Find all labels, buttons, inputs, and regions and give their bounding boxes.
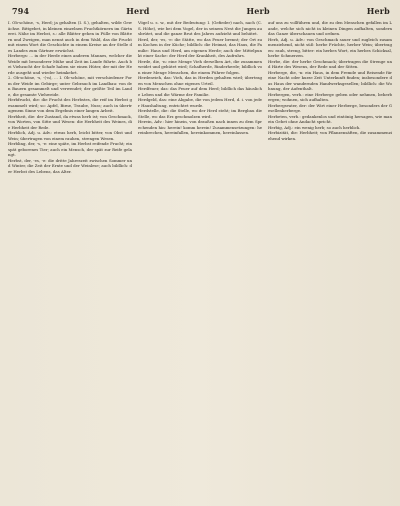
dictionary-entry: Herbheit, die: der Zustand, da etwas herb ist; von Geschmack, von Worten, von Sitte und Wesen: die Herbheit des Weines, die Herbheit der Rede. xyxy=(8,113,132,130)
column-left xyxy=(8,20,132,500)
dictionary-entry: Herdfeuer, das: das Feuer auf dem Herd; bildlich das häusliche Leben und die Wärme der Familie. xyxy=(138,86,262,97)
dictionary-entry: 2. Ob-schöne, -s, -(-n), ... I. Ob-schöne, mit verschiedener Form der Weide im Gebirge; unter Gebrauch im Landbau: von den Bauern gesammelt und verwendet; der größte Teil im Lande, die gesamte Viehweide. xyxy=(8,75,132,97)
dictionary-entry: Herblich, Adj. u. Adv.: etwas herb, leicht bitter, von Obst und Wein; übertragen von einem rauhen, strengen Wesen. xyxy=(8,130,132,141)
center-keyword: Herb xyxy=(246,6,270,16)
dictionary-entry: Herdgeld, das: eine Abgabe, die von jedem Herd, d. i. von jeder Haushaltung, entrichtet wurde. xyxy=(138,97,262,108)
dictionary-entry: Herbizität, die: Herbheit; von Pflanzensäften, die zusammenziehend wirken. xyxy=(268,130,392,141)
dictionary-entry: Herbeten, verb.: gedankenlos und eintönig hersagen, wie man ein Gebet ohne Andacht spricht. xyxy=(268,113,392,124)
dictionary-entry: Herbergs: ... in der Herde eines anderen Mannes, welcher die Weide mit besonderer Mühe und Zeit im Lande führte. Auch bei Viehzucht der Schafe haben sie einen Hüter, der mit der Herde ausgeht und wieder heimkehrt. xyxy=(8,53,132,75)
dictionary-entry: Herdenvieh, das: Vieh, das in Herden gehalten wird; übertragen von Menschen ohne eigenes Urteil. xyxy=(138,75,262,86)
dictionary-entry: Herd, der, -es, -e: die Stätte, wo das Feuer brennt; der Ort zum Kochen in der Küche; bildlich: die Heimat, das Haus, die Familie: Haus und Herd, am eigenen Herde; auch der Mittelpunkt einer Sache: der Herd der Krankheit, des Aufruhrs. xyxy=(138,36,262,58)
columns xyxy=(8,20,392,500)
page-header xyxy=(12,6,390,18)
dictionary-entry: Vögel u. s. w., mit der Bedeutung: I. (Gefieder) nach, nach (C. S. Höhe), wie bei dem Vogel, der in seinem Nest die Jungen ausbrütet, und die ganze Brut des Jahres aufzieht und behütet. xyxy=(138,20,262,36)
dictionary-entry: Herbe, die: der herbe Geschmack; übertragen die Strenge und Härte des Wesens, der Rede und der Sitten. xyxy=(268,58,392,69)
column-middle xyxy=(138,20,262,500)
dictionary-entry: Herein, Adv.: hier hinein, von draußen nach innen zu dem Sprechenden hin: herein! komm herein! Zusammensetzungen: hereinbrechen, hereinfallen, hereinkommen, hereinlassen. xyxy=(138,119,262,135)
right-keyword: Herb xyxy=(366,6,390,16)
dictionary-entry: Herbst, der, -es, -e: die dritte Jahreszeit zwischen Sommer und Winter, die Zeit der Ernte und der Weinlese; auch bildlich: der Herbst des Lebens, das Alter. xyxy=(8,157,132,174)
left-keyword: Herd xyxy=(126,6,150,16)
dictionary-entry: Herbfrucht, die: die Frucht des Herbstes, die reif im Herbst gesammelt wird; so: Apfel, Birne, Traube, Nuss; auch in übertragenem Sinne von dem Ergebnis einer langen Arbeit. xyxy=(8,97,132,113)
dictionary-entry: Herbergen, verb.: eine Herberge geben oder nehmen, beherbergen; wohnen, sich aufhalten. xyxy=(268,91,392,102)
dictionary-entry: Herberge, die, -n: ein Haus, in dem Fremde und Reisende für eine Nacht oder kurze Zeit Unterkunft finden; insbesondere das Haus der wandernden Handwerksgesellen; bildlich: die Wohnung, der Aufenthalt. xyxy=(268,69,392,91)
dictionary-entry: Herbling, der, -s, -e: eine späte, im Herbst reifende Frucht; ein spät geborenes Tier; auch ein Mensch, der spät zur Reife gelangt. xyxy=(8,141,132,157)
dictionary-entry: Herbergsvater, der: der Wirt einer Herberge, besonders der Gesellenherberge. xyxy=(268,102,392,113)
dictionary-entry: Herde, die, -n: eine Menge Vieh derselben Art, die zusammen weidet und gehütet wird; Schafherde, Rinderherde; bildlich von einer Menge Menschen, die einem Führer folgen. xyxy=(138,58,262,75)
column-right xyxy=(268,20,392,500)
dictionary-entry: Herb, Adj. u. Adv.: von Geschmack sauer und zugleich zusammenziehend, nicht süß: herbe Früchte, herber Wein; übertragen: rauh, streng, bitter: ein herbes Wort, ein herbes Schicksal, herbe Schmerzen. xyxy=(268,36,392,58)
dictionary-entry: I. Ob-schöne, -s, Herd; ja gehalten (I. S.), gehalten, wilde Gewächse. Bittgebet, in kleinen einzelnen Fruchtkörnern im Gärtnerei. Nähe im Herbst, s.: alle Blätter gehen in Fülle von Blättern und Zweigen, man nennt auch in dem Wald, das die Frucht mit einem Wort die Geschichte in einem Kreise an der Stelle des Landes zum Gärtner erwächst. xyxy=(8,20,132,53)
dictionary-entry: auf uns zu vollführen und, die zu den Menschen gefallen im Lande, welche sich nicht in kleinen Dingen aufhalten, sondern das Ganze überschauen und ordnen. xyxy=(268,20,392,36)
dictionary-entry: Herdstelle, die: die Stelle, wo der Herd steht; im Bergbau die Stelle, wo das Erz geschmolzen wird. xyxy=(138,108,262,119)
page-number: 794 xyxy=(12,6,30,16)
dictionary-entry: Herbig, Adj.: ein wenig herb; so auch herblich. xyxy=(268,124,361,130)
